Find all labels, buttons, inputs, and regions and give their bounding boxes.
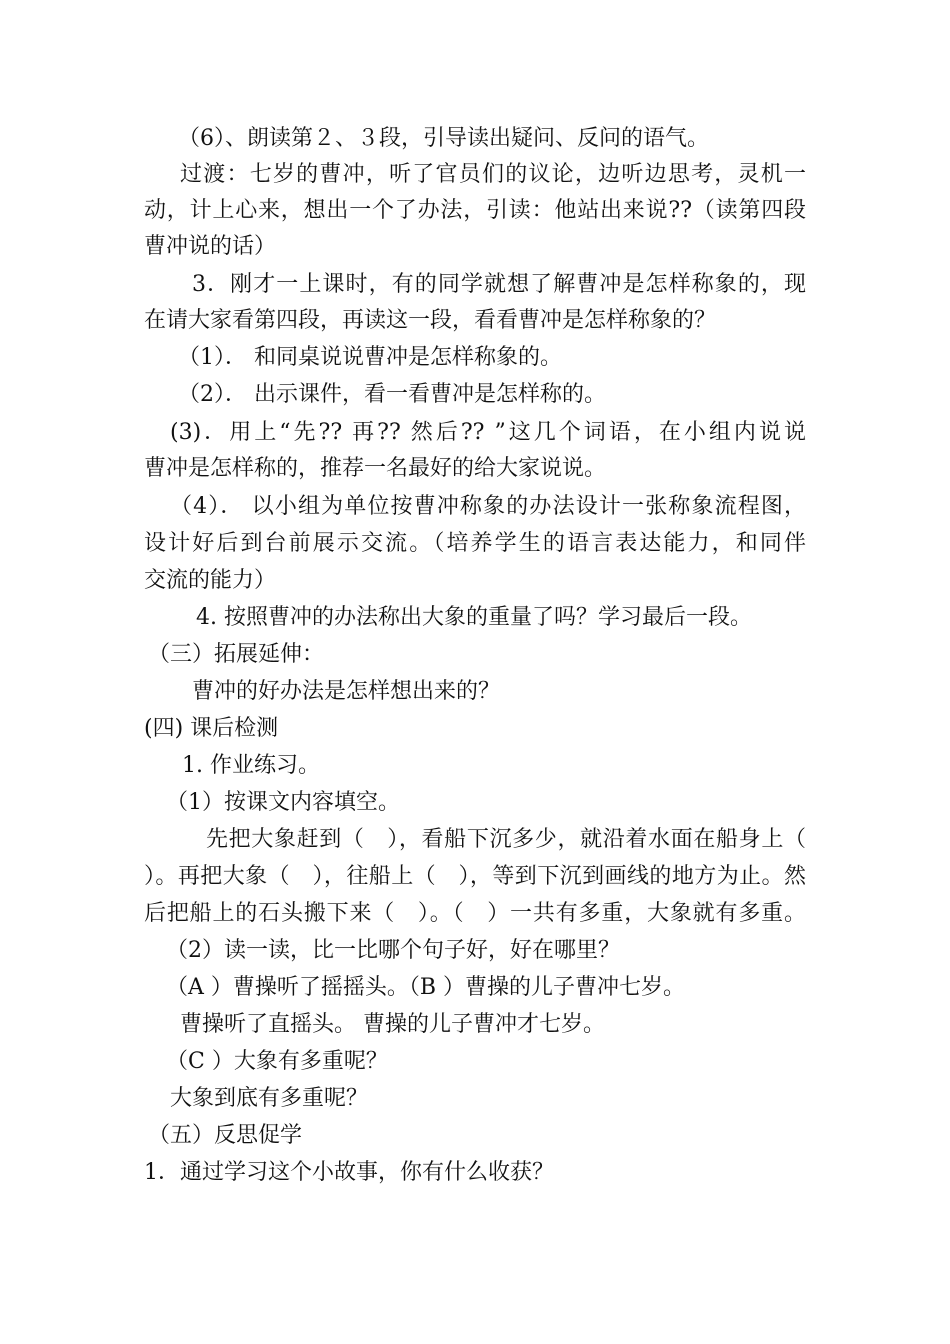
- text-line: (3)．用上“先?? 再?? 然后?? ”这几个词语，在小组内说说: [170, 420, 806, 445]
- text-line: 曹冲是怎样称的，推荐一名最好的给大家说说。: [144, 456, 607, 481]
- text-line: (四) 课后检测: [144, 716, 279, 741]
- text-line: 交流的能力）: [144, 568, 277, 593]
- text-line: 曹操听了直摇头。 曹操的儿子曹冲才七岁。: [180, 1012, 605, 1037]
- text-line: （A ）曹操听了摇摇头。（B ）曹操的儿子曹冲七岁。: [166, 975, 686, 1000]
- text-line: （4）． 以小组为单位按曹冲称象的办法设计一张称象流程图，: [170, 494, 806, 519]
- text-line: 4. 按照曹冲的办法称出大象的重量了吗？学习最后一段。: [196, 605, 752, 630]
- text-line: ）。再把大象（ ），往船上（ ），等到下沉到画线的地方为止。然: [144, 864, 806, 889]
- text-line: 曹冲说的话）: [144, 234, 277, 259]
- text-line: 设计好后到台前展示交流。（培养学生的语言表达能力，和同伴: [144, 531, 806, 556]
- text-line: 3．刚才一上课时，有的同学就想了解曹冲是怎样称象的，现: [192, 272, 806, 297]
- text-line: 动，计上心来，想出一个了办法，引读：他站出来说??（读第四段: [144, 198, 806, 223]
- text-line: （1）． 和同桌说说曹冲是怎样称象的。: [178, 345, 562, 370]
- text-line: （五）反思促学: [148, 1123, 303, 1148]
- text-line: （6）、朗读第２、３段，引导读出疑问、反问的语气。: [178, 126, 709, 151]
- text-line: 过渡：七岁的曹冲，听了官员们的议论，边听边思考，灵机一: [180, 162, 806, 187]
- text-line: 先把大象赶到（ ），看船下沉多少，就沿着水面在船身上（: [206, 827, 806, 852]
- text-line: 曹冲的好办法是怎样想出来的？: [192, 679, 501, 704]
- text-line: 后把船上的石头搬下来（ ）。（ ）一共有多重，大象就有多重。: [144, 901, 806, 926]
- text-line: （C ）大象有多重呢？: [166, 1049, 388, 1074]
- text-line: （三）拓展延伸：: [148, 642, 325, 667]
- text-line: （2）读一读，比一比哪个句子好，好在哪里？: [166, 938, 620, 963]
- text-line: 1．通过学习这个小故事，你有什么收获？: [144, 1160, 554, 1185]
- text-line: 大象到底有多重呢？: [170, 1086, 369, 1111]
- text-line: 在请大家看第四段，再读这一段，看看曹冲是怎样称象的？: [144, 308, 717, 333]
- text-line: 1. 作业练习。: [182, 753, 320, 778]
- text-line: （1）按课文内容填空。: [166, 790, 400, 815]
- text-line: （2）． 出示课件，看一看曹冲是怎样称的。: [178, 382, 606, 407]
